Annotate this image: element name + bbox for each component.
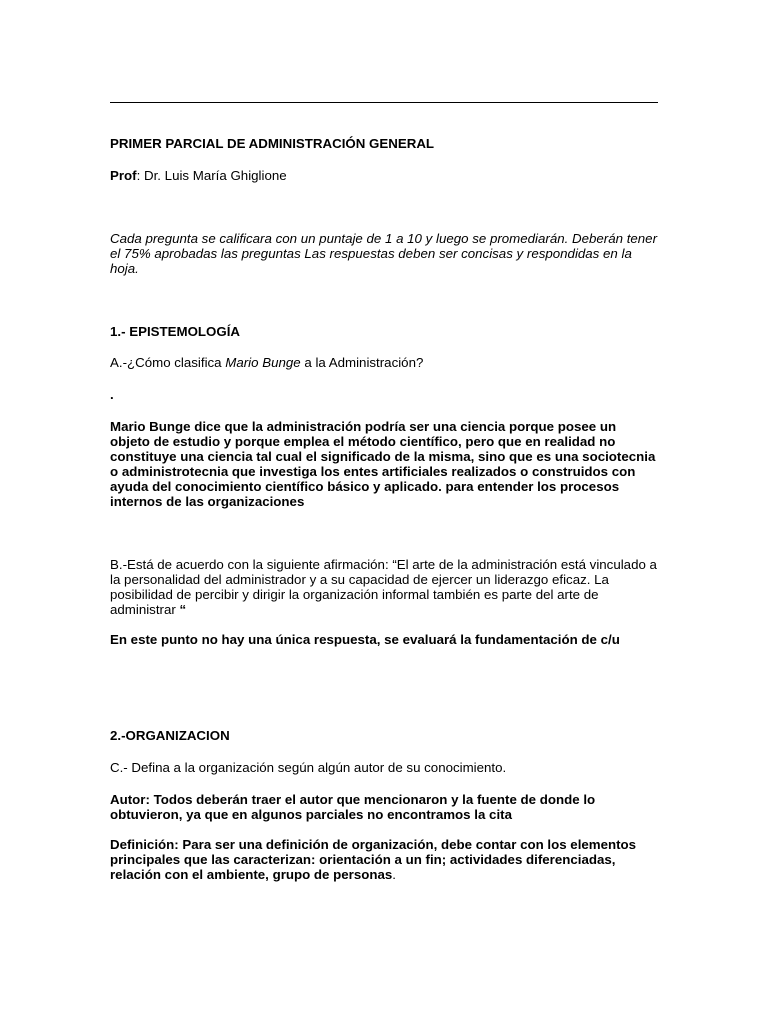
autor-paragraph: Autor: Todos deberán traer el autor que mencionaron y la fuente de donde lo obtuvieron, ya que en algunos parciales no encontramos la cita	[110, 792, 596, 822]
professor-line	[110, 168, 658, 183]
definicion-text: Definición: Para ser una definición de organización, debe contar con los elementos principales que las caracterizan: orientación a un fin; actividades diferenciadas, relación con el ambiente, grupo de personas	[110, 837, 637, 882]
question-b-text: B.-Está de acuerdo con la siguiente afirmación: “El arte de la administración está vinculado a la personalidad del administrador y a su capacidad de ejercer un liderazgo eficaz. La posibilidad de percibir y dirigir la organización informal también es parte del arte de administrar	[110, 557, 657, 617]
question-a-author: Mario Bunge	[225, 355, 301, 370]
document-title: PRIMER PARCIAL DE ADMINISTRACIÓN GENERAL	[110, 136, 435, 151]
question-a-suffix: a la Administración?	[300, 355, 424, 370]
header-rule	[110, 102, 658, 103]
definicion-period: .	[392, 867, 396, 882]
instructions-paragraph: Cada pregunta se calificara con un puntaje de 1 a 10 y luego se promediarán. Deberán tener el 75% aprobadas las preguntas Las respuestas deben ser concisas y respondidas en la hoja.	[110, 231, 658, 276]
professor-name: : Dr. Luis María Ghiglione	[136, 168, 287, 183]
definicion-paragraph	[110, 837, 658, 882]
question-b	[110, 557, 658, 617]
question-b-close-quote: “	[179, 602, 187, 617]
professor-label: Prof	[110, 168, 137, 183]
answer-b-paragraph: En este punto no hay una única respuesta, se evaluará la fundamentación de c/u	[110, 632, 620, 647]
question-c: C.- Defina a la organización según algún autor de su conocimiento.	[110, 760, 507, 775]
question-a	[110, 355, 658, 370]
section-2-heading: 2.-ORGANIZACION	[110, 728, 230, 743]
question-a-prefix: A.-¿Cómo clasifica	[110, 355, 226, 370]
answer-a-paragraph: Mario Bunge dice que la administración podría ser una ciencia porque posee un objeto de estudio y porque emplea el método científico, pero que en realidad no constituye una ciencia tal cual el significado de la misma, sino que es una sociotecnia o administrotecnia que investiga los entes artificiales realizados o construidos con ayuda del conocimiento científico básico y aplicado. para entender los procesos internos de las organizaciones	[110, 419, 656, 509]
separator-dot: .	[110, 387, 114, 402]
section-1-heading: 1.- EPISTEMOLOGÍA	[110, 324, 241, 339]
